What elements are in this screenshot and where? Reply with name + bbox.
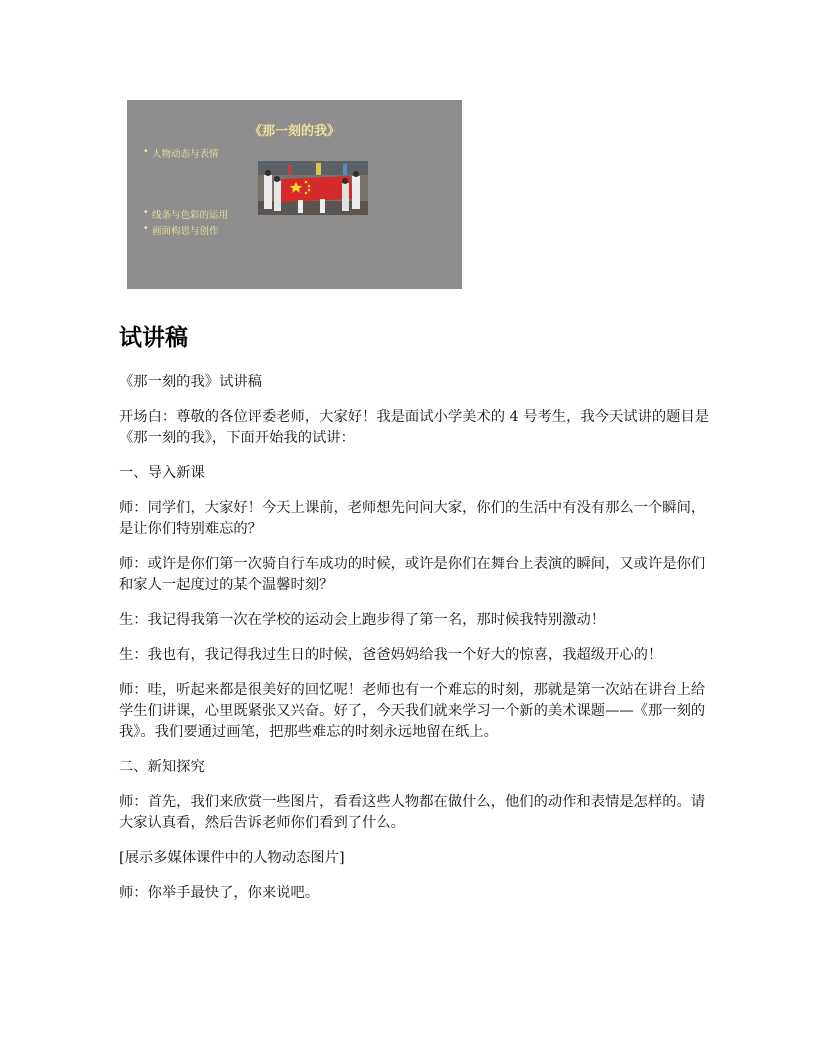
document-title: 试讲稿 [119, 325, 188, 351]
paragraph: 开场白：尊敬的各位评委老师，大家好！我是面试小学美术的 4 号考生，我今天试讲的题目是《那一刻的我》，下面开始我的试讲： [119, 409, 710, 446]
paragraph: 《那一刻的我》试讲稿 [119, 374, 262, 390]
lesson-slide-image [127, 100, 462, 289]
document-body [119, 372, 719, 918]
paragraph: 师：首先，我们来欣赏一些图片，看看这些人物都在做什么，他们的动作和表情是怎样的。请大家认真看，然后告诉老师你们看到了什么。 [119, 794, 706, 831]
paragraph: 师：或许是你们第一次骑自行车成功的时候，或许是你们在舞台上表演的瞬间，又或许是你们和家人一起度过的某个温馨时刻？ [119, 556, 706, 593]
slide-bullet: • 画面构思与创作 [152, 223, 219, 237]
paragraph: 生：我也有，我记得我过生日的时候，爸爸妈妈给我一个好大的惊喜，我超级开心的！ [119, 647, 663, 663]
section-heading: 一、导入新课 [119, 465, 205, 481]
slide-bullet: • 线条与色彩的运用 [152, 207, 228, 221]
slide-bullet: • 人物动态与表情 [152, 146, 219, 160]
flag-parade-photo [258, 161, 368, 215]
paragraph: 师：你举手最快了，你来说吧。 [119, 885, 320, 901]
paragraph: [展示多媒体课件中的人物动态图片] [119, 850, 345, 866]
section-heading: 二、新知探究 [119, 759, 205, 775]
paragraph: 师：同学们，大家好！今天上课前，老师想先问问大家，你们的生活中有没有那么一个瞬间，是让你们特别难忘的？ [119, 500, 706, 537]
paragraph: 生：我记得我第一次在学校的运动会上跑步得了第一名，那时候我特别激动！ [119, 612, 606, 628]
slide-title: 《那一刻的我》 [248, 124, 340, 139]
paragraph: 师：哇，听起来都是很美好的回忆呢！老师也有一个难忘的时刻，那就是第一次站在讲台上给学生们讲课，心里既紧张又兴奋。好了，今天我们就来学习一个新的美术课题——《那一刻的我》。我们要通过画笔，把那些难忘的时刻永远地留在纸上。 [119, 682, 706, 740]
